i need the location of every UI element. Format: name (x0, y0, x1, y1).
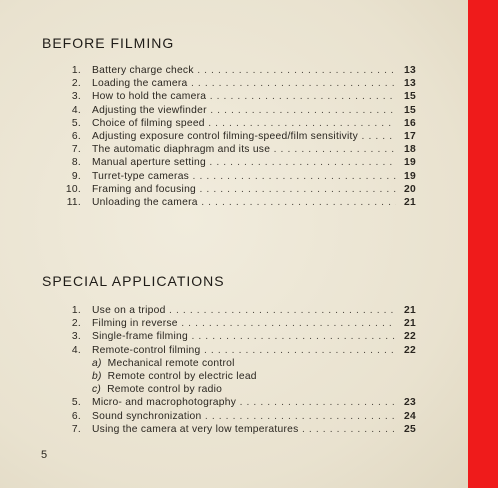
toc-entry-page: 22 (404, 331, 416, 343)
toc-entry-page: 21 (404, 318, 416, 330)
toc-entry-title: Framing and focusing . . . (92, 183, 396, 196)
toc-entry-number: 4. (71, 344, 81, 356)
section-title-special-applications: SPECIAL APPLICATIONS (42, 273, 225, 289)
toc-entry-page: 24 (404, 410, 416, 422)
toc-subentry-title (92, 370, 396, 383)
toc-entry-title: Filming in reverse . . . (92, 317, 396, 330)
toc-entry-title: Manual aperture setting . . . (92, 156, 396, 169)
toc-entry-page: 15 (404, 91, 416, 103)
page-number: 5 (41, 449, 48, 461)
toc-entry-title: Turret-type cameras . . . (92, 170, 396, 183)
toc-entry-number: 2. (71, 318, 81, 330)
toc-subentry-letter: b) (92, 370, 102, 382)
toc-subentry-text: Remote control by radio (107, 384, 223, 396)
toc-entry-title: Remote-control filming . . . (92, 344, 396, 357)
toc-entry-number: 3. (71, 91, 81, 103)
toc-entry-title: Single-frame filming . . . (92, 330, 396, 343)
toc-entry (0, 130, 468, 143)
toc-entry-page: 16 (404, 117, 416, 129)
toc-subentry-title (92, 357, 396, 370)
toc-entry (0, 77, 468, 90)
toc-subentry (0, 357, 468, 370)
toc-subentry-letter: c) (92, 384, 102, 396)
toc-entry (0, 64, 468, 77)
toc-entry-number: 1. (71, 65, 81, 76)
toc-entry-number: 6. (71, 130, 81, 142)
toc-entry-title: Unloading the camera . . . (92, 196, 396, 209)
toc-entry (0, 423, 468, 436)
toc-entry-page: 19 (404, 170, 416, 182)
toc-entry-title: Adjusting the viewfinder . . . (92, 104, 396, 117)
toc-entry-page: 19 (404, 157, 416, 169)
toc-subentry (0, 370, 468, 383)
toc-entry-number: 1. (71, 305, 81, 316)
toc-entry-title: Micro- and macrophotography . . . (92, 396, 396, 409)
toc-entry (0, 344, 468, 357)
toc-entry (0, 156, 468, 169)
toc-entry-number: 6. (71, 410, 81, 422)
toc-entry-title: Loading the camera . . . (92, 77, 396, 90)
toc-entry (0, 317, 468, 330)
toc-entry-number: 5. (71, 117, 81, 129)
toc-entry-number: 7. (71, 144, 81, 156)
toc-entry-number: 2. (71, 78, 81, 90)
toc-entry (0, 117, 468, 130)
toc-entry-number: 9. (71, 170, 81, 182)
toc-entry-page: 25 (404, 423, 416, 435)
toc-entry-number: 7. (71, 423, 81, 435)
toc-entry-number: 5. (71, 397, 81, 409)
toc-entry (0, 396, 468, 409)
toc-entry-title: Battery charge check . . . (92, 64, 396, 77)
toc-list-before-filming (0, 64, 468, 209)
toc-entry-page: 15 (404, 104, 416, 116)
toc-entry-title: The automatic diaphragm and its use . . . (92, 143, 396, 156)
toc-entry (0, 143, 468, 156)
toc-entry-page: 21 (404, 305, 416, 316)
toc-entry-page: 13 (404, 78, 416, 90)
toc-entry (0, 330, 468, 343)
toc-entry-page: 22 (404, 344, 416, 356)
toc-entry-number: 11. (66, 196, 81, 208)
toc-entry (0, 104, 468, 117)
toc-subentry-text: Mechanical remote control (107, 357, 235, 369)
toc-entry-page: 20 (404, 183, 416, 195)
toc-entry-page: 13 (404, 65, 416, 76)
toc-entry-title: Using the camera at very low temperatures . . . (92, 423, 396, 436)
toc-subentry-letter: a) (92, 357, 102, 369)
toc-entry-number: 8. (71, 157, 81, 169)
toc-entry-page: 21 (404, 196, 416, 208)
toc-subentry-title (92, 383, 396, 396)
toc-entry-page: 17 (404, 130, 416, 142)
toc-entry (0, 183, 468, 196)
toc-subentry-text: Remote control by electric lead (107, 370, 257, 382)
toc-entry-title: Use on a tripod . . . (92, 304, 396, 317)
toc-list-special-applications (0, 304, 468, 436)
toc-entry (0, 410, 468, 423)
section-title-before-filming: BEFORE FILMING (42, 35, 175, 51)
toc-entry-title: Choice of filming speed . . . (92, 117, 396, 130)
red-edge-strip (468, 0, 498, 488)
toc-entry (0, 196, 468, 209)
toc-entry-title: Sound synchronization . . . (92, 410, 396, 423)
toc-subentry (0, 383, 468, 396)
toc-entry-page: 18 (404, 144, 416, 156)
toc-entry-number: 4. (71, 104, 81, 116)
toc-entry-title: How to hold the camera . . . (92, 90, 396, 103)
toc-entry (0, 170, 468, 183)
toc-entry-number: 10. (65, 183, 81, 195)
toc-entry-title: Adjusting exposure control filming-speed/film sensitivity . . . (92, 130, 396, 143)
toc-entry (0, 90, 468, 103)
toc-entry (0, 304, 468, 317)
toc-entry-number: 3. (71, 331, 81, 343)
toc-entry-page: 23 (404, 397, 416, 409)
